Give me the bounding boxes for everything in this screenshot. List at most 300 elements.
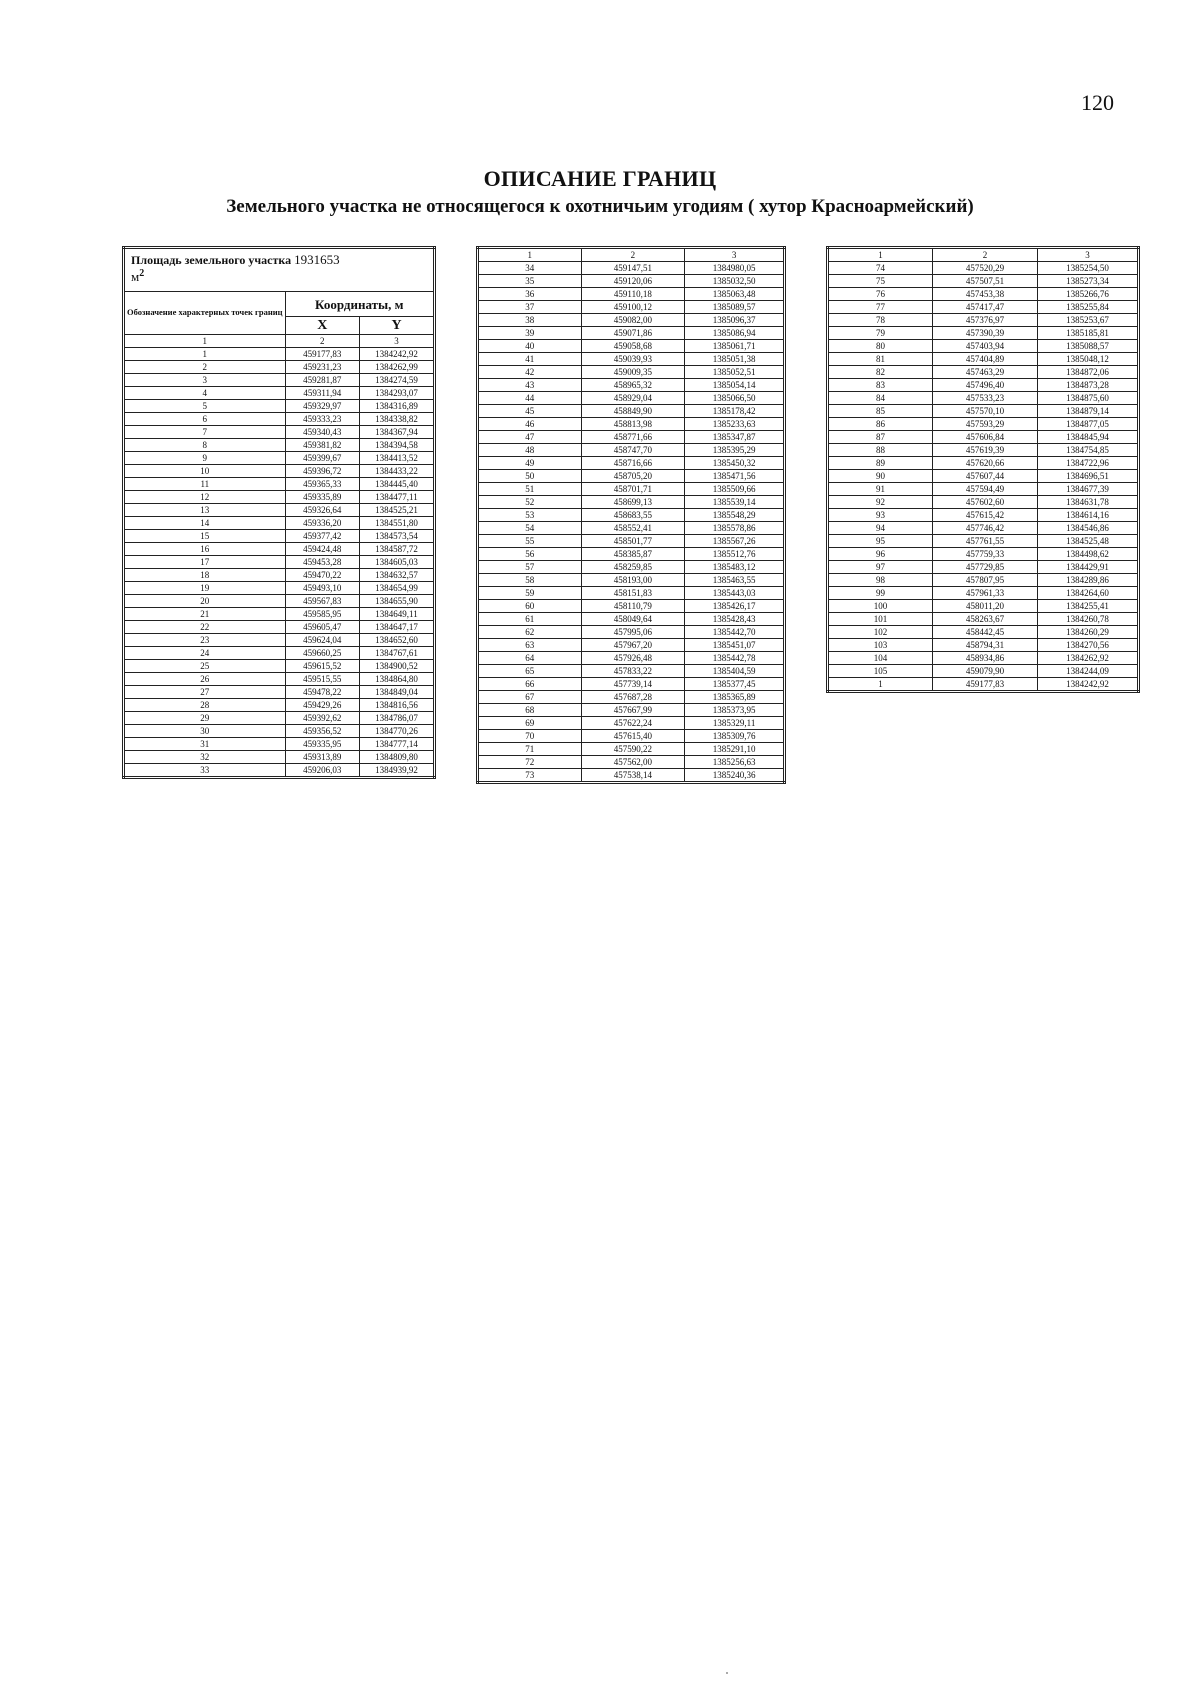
x-coordinate-cell: 457590,22	[581, 743, 685, 756]
table-row	[828, 548, 1139, 561]
table-row	[124, 738, 435, 751]
y-coordinate-cell: 1384845,94	[1038, 431, 1139, 444]
y-coordinate-cell: 1384367,94	[360, 426, 435, 439]
point-number-cell: 97	[828, 561, 933, 574]
x-coordinate-cell: 457602,60	[933, 496, 1038, 509]
point-number-cell: 98	[828, 574, 933, 587]
table-row	[478, 769, 785, 783]
y-coordinate-cell: 1384573,54	[360, 530, 435, 543]
x-coordinate-cell: 457622,24	[581, 717, 685, 730]
y-coordinate-cell: 1385442,70	[685, 626, 785, 639]
point-number-cell: 29	[124, 712, 286, 725]
point-number-cell: 88	[828, 444, 933, 457]
y-coordinate-cell: 1385377,45	[685, 678, 785, 691]
y-coordinate-cell: 1384274,59	[360, 374, 435, 387]
x-coordinate-cell: 457729,85	[933, 561, 1038, 574]
table-row	[828, 626, 1139, 639]
y-coordinate-cell: 1384242,92	[1038, 678, 1139, 692]
table-row	[828, 561, 1139, 574]
x-coordinate-cell: 459615,52	[285, 660, 359, 673]
x-coordinate-cell: 459326,64	[285, 504, 359, 517]
point-number-cell: 4	[124, 387, 286, 400]
table-row	[124, 712, 435, 725]
point-number-cell: 19	[124, 582, 286, 595]
y-header: Y	[360, 317, 435, 335]
table-row	[478, 522, 785, 535]
point-number-cell: 42	[478, 366, 582, 379]
point-number-cell: 13	[124, 504, 286, 517]
table-row	[478, 301, 785, 314]
x-coordinate-cell: 457507,51	[933, 275, 1038, 288]
x-coordinate-cell: 459336,20	[285, 517, 359, 530]
y-coordinate-cell: 1385450,32	[685, 457, 785, 470]
column-number-3: 3	[685, 248, 785, 262]
table-row	[828, 288, 1139, 301]
y-coordinate-cell: 1384632,57	[360, 569, 435, 582]
table-row	[478, 613, 785, 626]
y-coordinate-cell: 1385255,84	[1038, 301, 1139, 314]
table-row	[828, 665, 1139, 678]
column-number-3: 3	[1038, 248, 1139, 262]
table-row	[124, 348, 435, 361]
x-coordinate-cell: 459660,25	[285, 647, 359, 660]
point-number-cell: 76	[828, 288, 933, 301]
y-coordinate-cell: 1385178,42	[685, 405, 785, 418]
document-title: ОПИСАНИЕ ГРАНИЦ	[483, 166, 717, 191]
table-row	[478, 561, 785, 574]
table-row	[478, 496, 785, 509]
x-coordinate-cell: 458716,66	[581, 457, 685, 470]
x-coordinate-cell: 457520,29	[933, 262, 1038, 275]
point-number-cell: 102	[828, 626, 933, 639]
x-coordinate-cell: 457619,39	[933, 444, 1038, 457]
y-coordinate-cell: 1384260,78	[1038, 613, 1139, 626]
x-coordinate-cell: 458683,55	[581, 509, 685, 522]
table-row	[828, 353, 1139, 366]
table-row	[478, 405, 785, 418]
x-coordinate-cell: 457593,29	[933, 418, 1038, 431]
x-coordinate-cell: 458699,13	[581, 496, 685, 509]
x-coordinate-cell: 458442,45	[933, 626, 1038, 639]
table-row	[124, 452, 435, 465]
point-number-cell: 12	[124, 491, 286, 504]
table-row	[478, 574, 785, 587]
table-row	[124, 764, 435, 778]
table-row	[124, 647, 435, 660]
y-coordinate-cell: 1384587,72	[360, 543, 435, 556]
y-coordinate-cell: 1384289,86	[1038, 574, 1139, 587]
table-row	[478, 743, 785, 756]
y-coordinate-cell: 1384262,92	[1038, 652, 1139, 665]
x-coordinate-cell: 458813,98	[581, 418, 685, 431]
x-coordinate-cell: 457746,42	[933, 522, 1038, 535]
table-row	[124, 569, 435, 582]
point-number-cell: 2	[124, 361, 286, 374]
table-row	[478, 509, 785, 522]
x-coordinate-cell: 458701,71	[581, 483, 685, 496]
table-row	[124, 543, 435, 556]
y-coordinate-cell: 1384654,99	[360, 582, 435, 595]
y-coordinate-cell: 1385539,14	[685, 496, 785, 509]
points-body-1	[124, 348, 435, 778]
table-row	[828, 574, 1139, 587]
table-row	[478, 652, 785, 665]
point-number-cell: 31	[124, 738, 286, 751]
table-row	[828, 431, 1139, 444]
table-row	[828, 652, 1139, 665]
point-number-cell: 79	[828, 327, 933, 340]
point-number-cell: 37	[478, 301, 582, 314]
x-coordinate-cell: 459281,87	[285, 374, 359, 387]
y-coordinate-cell: 1384260,29	[1038, 626, 1139, 639]
point-number-cell: 103	[828, 639, 933, 652]
y-coordinate-cell: 1385578,86	[685, 522, 785, 535]
point-number-cell: 89	[828, 457, 933, 470]
x-coordinate-cell: 459377,42	[285, 530, 359, 543]
point-number-cell: 80	[828, 340, 933, 353]
table-row	[124, 374, 435, 387]
point-number-cell: 11	[124, 478, 286, 491]
point-number-cell: 44	[478, 392, 582, 405]
point-number-cell: 7	[124, 426, 286, 439]
x-coordinate-cell: 457620,66	[933, 457, 1038, 470]
x-coordinate-cell: 459206,03	[285, 764, 359, 778]
column-number-3: 3	[360, 335, 435, 348]
column-number-1: 1	[124, 335, 286, 348]
x-coordinate-cell: 457759,33	[933, 548, 1038, 561]
y-coordinate-cell: 1384655,90	[360, 595, 435, 608]
y-coordinate-cell: 1384777,14	[360, 738, 435, 751]
x-coordinate-cell: 459058,68	[581, 340, 685, 353]
y-coordinate-cell: 1385509,66	[685, 483, 785, 496]
table-row	[828, 275, 1139, 288]
x-coordinate-cell: 459340,43	[285, 426, 359, 439]
x-coordinate-cell: 459335,95	[285, 738, 359, 751]
table-row	[124, 673, 435, 686]
y-coordinate-cell: 1385048,12	[1038, 353, 1139, 366]
y-coordinate-cell: 1385471,56	[685, 470, 785, 483]
point-number-cell: 75	[828, 275, 933, 288]
x-coordinate-cell: 457594,49	[933, 483, 1038, 496]
y-coordinate-cell: 1385443,03	[685, 587, 785, 600]
y-coordinate-cell: 1384872,06	[1038, 366, 1139, 379]
point-number-cell: 15	[124, 530, 286, 543]
point-number-cell: 27	[124, 686, 286, 699]
table-row	[124, 725, 435, 738]
y-coordinate-cell: 1384293,07	[360, 387, 435, 400]
x-coordinate-cell: 459120,06	[581, 275, 685, 288]
x-coordinate-cell: 457926,48	[581, 652, 685, 665]
y-coordinate-cell: 1384316,89	[360, 400, 435, 413]
table-row	[828, 613, 1139, 626]
y-coordinate-cell: 1384429,91	[1038, 561, 1139, 574]
x-coordinate-cell: 458965,32	[581, 379, 685, 392]
table-row	[124, 387, 435, 400]
x-coordinate-cell: 459381,82	[285, 439, 359, 452]
x-coordinate-cell: 459624,04	[285, 634, 359, 647]
y-coordinate-cell: 1385567,26	[685, 535, 785, 548]
y-coordinate-cell: 1385273,34	[1038, 275, 1139, 288]
table-row	[124, 660, 435, 673]
table-row	[478, 483, 785, 496]
x-coordinate-cell: 457533,23	[933, 392, 1038, 405]
y-coordinate-cell: 1385463,55	[685, 574, 785, 587]
y-coordinate-cell: 1384877,05	[1038, 418, 1139, 431]
y-coordinate-cell: 1384722,96	[1038, 457, 1139, 470]
x-coordinate-cell: 457615,40	[581, 730, 685, 743]
y-coordinate-cell: 1384264,60	[1038, 587, 1139, 600]
point-number-cell: 3	[124, 374, 286, 387]
y-coordinate-cell: 1384647,17	[360, 621, 435, 634]
point-number-cell: 99	[828, 587, 933, 600]
column-number-2: 2	[285, 335, 359, 348]
table-row	[478, 444, 785, 457]
table-row	[828, 496, 1139, 509]
table-row	[828, 418, 1139, 431]
table-row	[124, 465, 435, 478]
x-coordinate-cell: 457404,89	[933, 353, 1038, 366]
point-number-cell: 65	[478, 665, 582, 678]
table-row	[478, 639, 785, 652]
table-row	[478, 600, 785, 613]
point-number-cell: 25	[124, 660, 286, 673]
x-coordinate-cell: 458151,83	[581, 587, 685, 600]
y-coordinate-cell: 1384864,80	[360, 673, 435, 686]
point-number-cell: 1	[124, 348, 286, 361]
coordinates-table-1	[122, 246, 436, 779]
point-number-cell: 83	[828, 379, 933, 392]
y-coordinate-cell: 1385233,63	[685, 418, 785, 431]
x-coordinate-cell: 459356,52	[285, 725, 359, 738]
y-coordinate-cell: 1384255,41	[1038, 600, 1139, 613]
point-number-cell: 93	[828, 509, 933, 522]
point-number-cell: 55	[478, 535, 582, 548]
point-number-cell: 53	[478, 509, 582, 522]
table-row	[828, 314, 1139, 327]
x-coordinate-cell: 458747,70	[581, 444, 685, 457]
table-row	[828, 457, 1139, 470]
y-coordinate-cell: 1385066,50	[685, 392, 785, 405]
y-coordinate-cell: 1384875,60	[1038, 392, 1139, 405]
y-coordinate-cell: 1385395,29	[685, 444, 785, 457]
x-coordinate-cell: 457538,14	[581, 769, 685, 783]
table-row	[828, 366, 1139, 379]
point-number-cell: 26	[124, 673, 286, 686]
y-coordinate-cell: 1384649,11	[360, 608, 435, 621]
x-coordinate-cell: 457667,99	[581, 704, 685, 717]
x-coordinate-cell: 459585,95	[285, 608, 359, 621]
point-number-cell: 35	[478, 275, 582, 288]
point-number-cell: 64	[478, 652, 582, 665]
y-coordinate-cell: 1385309,76	[685, 730, 785, 743]
x-coordinate-cell: 459493,10	[285, 582, 359, 595]
y-coordinate-cell: 1384244,09	[1038, 665, 1139, 678]
point-number-cell: 74	[828, 262, 933, 275]
x-coordinate-cell: 457967,20	[581, 639, 685, 652]
y-coordinate-cell: 1384809,80	[360, 751, 435, 764]
table-row	[828, 509, 1139, 522]
table-row	[124, 634, 435, 647]
column-number-1: 1	[828, 248, 933, 262]
x-coordinate-cell: 459082,00	[581, 314, 685, 327]
y-coordinate-cell: 1385373,95	[685, 704, 785, 717]
table-row	[828, 522, 1139, 535]
table-row	[828, 600, 1139, 613]
point-number-cell: 96	[828, 548, 933, 561]
point-number-cell: 104	[828, 652, 933, 665]
point-number-cell: 57	[478, 561, 582, 574]
x-coordinate-cell: 459071,86	[581, 327, 685, 340]
y-coordinate-cell: 1384900,52	[360, 660, 435, 673]
point-number-cell: 70	[478, 730, 582, 743]
x-coordinate-cell: 459329,97	[285, 400, 359, 413]
coordinates-table-2	[476, 246, 786, 784]
table-row	[124, 595, 435, 608]
x-coordinate-cell: 459333,23	[285, 413, 359, 426]
x-coordinate-cell: 458849,90	[581, 405, 685, 418]
x-coordinate-cell: 459039,93	[581, 353, 685, 366]
table-row	[478, 548, 785, 561]
x-coordinate-cell: 459079,90	[933, 665, 1038, 678]
point-number-cell: 32	[124, 751, 286, 764]
table-row	[478, 288, 785, 301]
table-row	[478, 470, 785, 483]
area-unit-exponent: 2	[139, 268, 145, 280]
table-row	[478, 717, 785, 730]
x-coordinate-cell: 459605,47	[285, 621, 359, 634]
point-number-cell: 22	[124, 621, 286, 634]
y-coordinate-cell: 1385256,63	[685, 756, 785, 769]
y-coordinate-cell: 1385052,51	[685, 366, 785, 379]
y-coordinate-cell: 1384525,21	[360, 504, 435, 517]
point-number-cell: 18	[124, 569, 286, 582]
x-coordinate-cell: 457403,94	[933, 340, 1038, 353]
points-body-2	[478, 262, 785, 783]
y-coordinate-cell: 1384413,52	[360, 452, 435, 465]
point-number-cell: 47	[478, 431, 582, 444]
point-number-cell: 39	[478, 327, 582, 340]
y-coordinate-cell: 1384338,82	[360, 413, 435, 426]
table-row	[124, 582, 435, 595]
table-row	[478, 314, 785, 327]
x-coordinate-cell: 459177,83	[933, 678, 1038, 692]
table-row	[478, 379, 785, 392]
point-number-cell: 16	[124, 543, 286, 556]
table-row	[124, 751, 435, 764]
y-coordinate-cell: 1385512,76	[685, 548, 785, 561]
x-coordinate-cell: 458794,31	[933, 639, 1038, 652]
table-row	[828, 535, 1139, 548]
point-number-cell: 92	[828, 496, 933, 509]
y-coordinate-cell: 1384605,03	[360, 556, 435, 569]
x-coordinate-cell: 459177,83	[285, 348, 359, 361]
x-coordinate-cell: 457390,39	[933, 327, 1038, 340]
table-row	[124, 491, 435, 504]
table-row	[478, 366, 785, 379]
table-row	[124, 400, 435, 413]
x-coordinate-cell: 459478,22	[285, 686, 359, 699]
y-coordinate-cell: 1385185,81	[1038, 327, 1139, 340]
table-row	[478, 626, 785, 639]
point-number-cell: 38	[478, 314, 582, 327]
y-coordinate-cell: 1385063,48	[685, 288, 785, 301]
point-number-cell: 95	[828, 535, 933, 548]
y-coordinate-cell: 1385451,07	[685, 639, 785, 652]
table-row	[124, 439, 435, 452]
x-coordinate-cell: 457606,84	[933, 431, 1038, 444]
table-row	[828, 379, 1139, 392]
y-coordinate-cell: 1385240,36	[685, 769, 785, 783]
x-coordinate-cell: 458110,79	[581, 600, 685, 613]
y-coordinate-cell: 1384939,92	[360, 764, 435, 778]
y-coordinate-cell: 1385442,78	[685, 652, 785, 665]
x-coordinate-cell: 457833,22	[581, 665, 685, 678]
area-label: Площадь земельного участка	[131, 253, 292, 267]
x-coordinate-cell: 457562,00	[581, 756, 685, 769]
point-number-cell: 52	[478, 496, 582, 509]
point-number-cell: 94	[828, 522, 933, 535]
x-coordinate-cell: 459470,22	[285, 569, 359, 582]
table-row	[828, 392, 1139, 405]
point-number-cell: 21	[124, 608, 286, 621]
table-row	[828, 639, 1139, 652]
y-coordinate-cell: 1385426,17	[685, 600, 785, 613]
designation-header: Обозначение характерных точек границ	[124, 292, 286, 335]
y-coordinate-cell: 1384849,04	[360, 686, 435, 699]
point-number-cell: 24	[124, 647, 286, 660]
column-number-2: 2	[581, 248, 685, 262]
table-row	[828, 470, 1139, 483]
y-coordinate-cell: 1384394,58	[360, 439, 435, 452]
x-coordinate-cell: 457496,40	[933, 379, 1038, 392]
table-row	[828, 678, 1139, 692]
table-row	[124, 686, 435, 699]
point-number-cell: 84	[828, 392, 933, 405]
x-coordinate-cell: 459365,33	[285, 478, 359, 491]
y-coordinate-cell: 1385096,37	[685, 314, 785, 327]
x-coordinate-cell: 457761,55	[933, 535, 1038, 548]
x-header: X	[285, 317, 359, 335]
y-coordinate-cell: 1384270,56	[1038, 639, 1139, 652]
y-coordinate-cell: 1384677,39	[1038, 483, 1139, 496]
point-number-cell: 6	[124, 413, 286, 426]
table-row	[478, 691, 785, 704]
scan-speck	[726, 1672, 728, 1674]
table-row	[124, 556, 435, 569]
point-number-cell: 23	[124, 634, 286, 647]
table-row	[478, 431, 785, 444]
x-coordinate-cell: 457417,47	[933, 301, 1038, 314]
x-coordinate-cell: 457687,28	[581, 691, 685, 704]
y-coordinate-cell: 1384262,99	[360, 361, 435, 374]
y-coordinate-cell: 1385266,76	[1038, 288, 1139, 301]
point-number-cell: 61	[478, 613, 582, 626]
point-number-cell: 58	[478, 574, 582, 587]
point-number-cell: 51	[478, 483, 582, 496]
document-subtitle: Земельного участка не относящегося к охотничьим угодиям ( хутор Красноармейский)	[226, 196, 974, 217]
table-row	[478, 587, 785, 600]
point-number-cell: 48	[478, 444, 582, 457]
y-coordinate-cell: 1385548,29	[685, 509, 785, 522]
point-number-cell: 91	[828, 483, 933, 496]
y-coordinate-cell: 1385483,12	[685, 561, 785, 574]
column-number-2: 2	[933, 248, 1038, 262]
table-row	[478, 756, 785, 769]
x-coordinate-cell: 457570,10	[933, 405, 1038, 418]
x-coordinate-cell: 457995,06	[581, 626, 685, 639]
point-number-cell: 33	[124, 764, 286, 778]
x-coordinate-cell: 458934,86	[933, 652, 1038, 665]
